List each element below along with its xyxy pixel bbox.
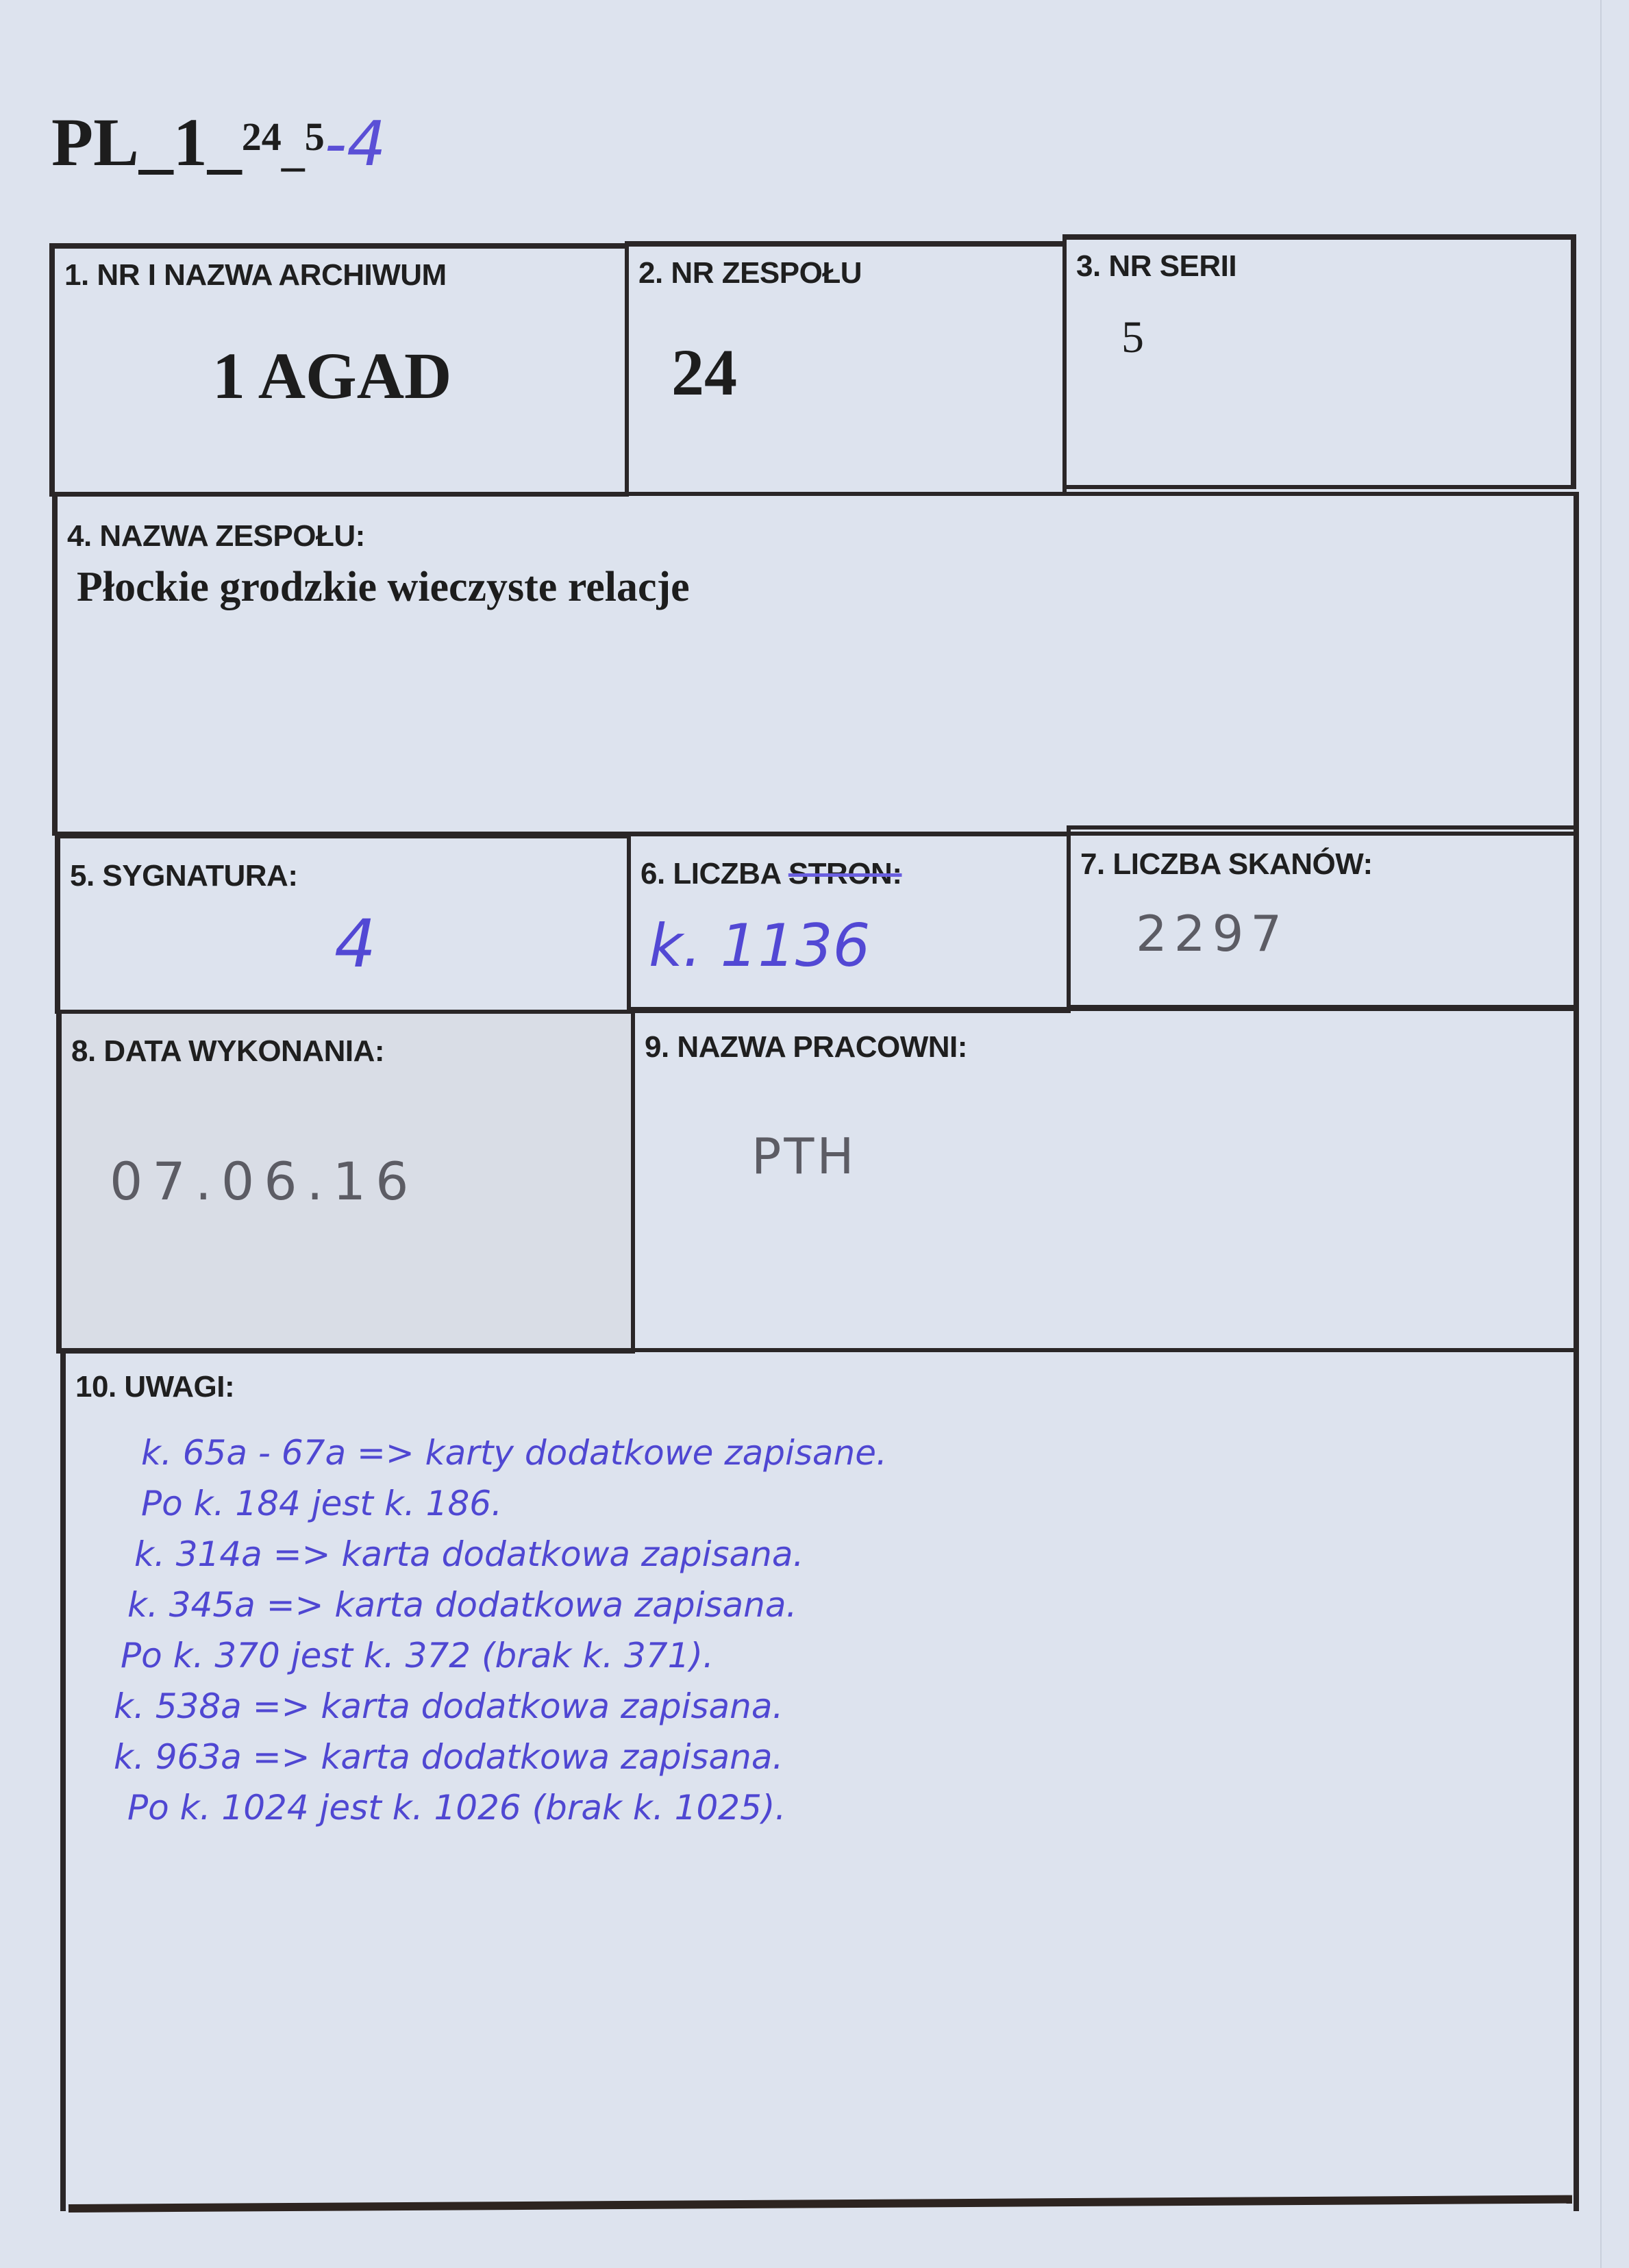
field-page-count-label bbox=[641, 857, 901, 891]
remark-line: Po k. 184 jest k. 186. bbox=[141, 1484, 502, 1523]
field-workshop-label: 9. NAZWA PRACOWNI: bbox=[645, 1030, 967, 1064]
field-scan-count-label: 7. LICZBA SKANÓW: bbox=[1080, 847, 1373, 881]
field-fond-number-value: 24 bbox=[671, 336, 737, 409]
remark-line: k. 314a => karta dodatkowa zapisana. bbox=[134, 1534, 804, 1574]
identifier-dash: - bbox=[324, 108, 347, 180]
identifier-fond: 24 bbox=[241, 114, 282, 159]
field-workshop-value: PTH bbox=[751, 1127, 857, 1185]
identifier-separator: _ bbox=[281, 123, 305, 175]
field-series-number-label: 3. NR SERII bbox=[1076, 249, 1237, 283]
document-identifier bbox=[51, 103, 386, 182]
field-remarks-label: 10. UWAGI: bbox=[75, 1370, 235, 1404]
field-series-number-value: 5 bbox=[1121, 312, 1144, 362]
field-date bbox=[56, 1010, 635, 1354]
field-fond-name-label: 4. NAZWA ZESPOŁU: bbox=[67, 519, 365, 553]
remark-line: Po k. 1024 jest k. 1026 (brak k. 1025). bbox=[127, 1788, 786, 1828]
field-date-value: 07.06.16 bbox=[110, 1151, 419, 1212]
field-archive-value: 1 AGAD bbox=[212, 339, 452, 412]
field-remarks bbox=[60, 1348, 1579, 2211]
field-scan-count-value: 2297 bbox=[1136, 905, 1289, 962]
field-archive bbox=[49, 243, 629, 497]
field-page-count-value: k. 1136 bbox=[649, 912, 871, 980]
field-archive-label: 1. NR I NAZWA ARCHIWUM bbox=[64, 258, 447, 292]
field-workshop bbox=[631, 1007, 1579, 1352]
field-scan-count bbox=[1067, 825, 1579, 1009]
remark-line: k. 65a - 67a => karty dodatkowe zapisane. bbox=[141, 1433, 887, 1473]
identifier-handwritten-signature: 4 bbox=[347, 108, 386, 180]
remark-line: k. 345a => karta dodatkowa zapisana. bbox=[127, 1585, 797, 1625]
field-date-label: 8. DATA WYKONANIA: bbox=[71, 1034, 385, 1068]
field-fond-number-label: 2. NR ZESPOŁU bbox=[638, 256, 862, 290]
field-signature bbox=[55, 834, 631, 1014]
field-fond-name-value: Płockie grodzkie wieczyste relacje bbox=[77, 564, 690, 610]
field-signature-value: 4 bbox=[334, 906, 377, 982]
page-edge bbox=[1600, 0, 1602, 2268]
remark-line: k. 538a => karta dodatkowa zapisana. bbox=[114, 1686, 784, 1726]
remark-line: k. 963a => karta dodatkowa zapisana. bbox=[114, 1737, 784, 1777]
field-signature-label: 5. SYGNATURA: bbox=[70, 859, 298, 893]
page-count-label-struck: STRON: bbox=[788, 857, 902, 890]
field-fond-number bbox=[625, 241, 1067, 496]
identifier-prefix: PL_1_ bbox=[51, 104, 242, 180]
field-fond-name bbox=[52, 492, 1579, 836]
page-count-label-prefix: 6. LICZBA bbox=[641, 857, 788, 890]
field-page-count bbox=[627, 832, 1071, 1013]
remark-line: Po k. 370 jest k. 372 (brak k. 371). bbox=[121, 1636, 714, 1675]
identifier-series: 5 bbox=[304, 114, 325, 159]
remarks-list bbox=[100, 1428, 887, 1833]
field-series-number bbox=[1062, 234, 1576, 489]
